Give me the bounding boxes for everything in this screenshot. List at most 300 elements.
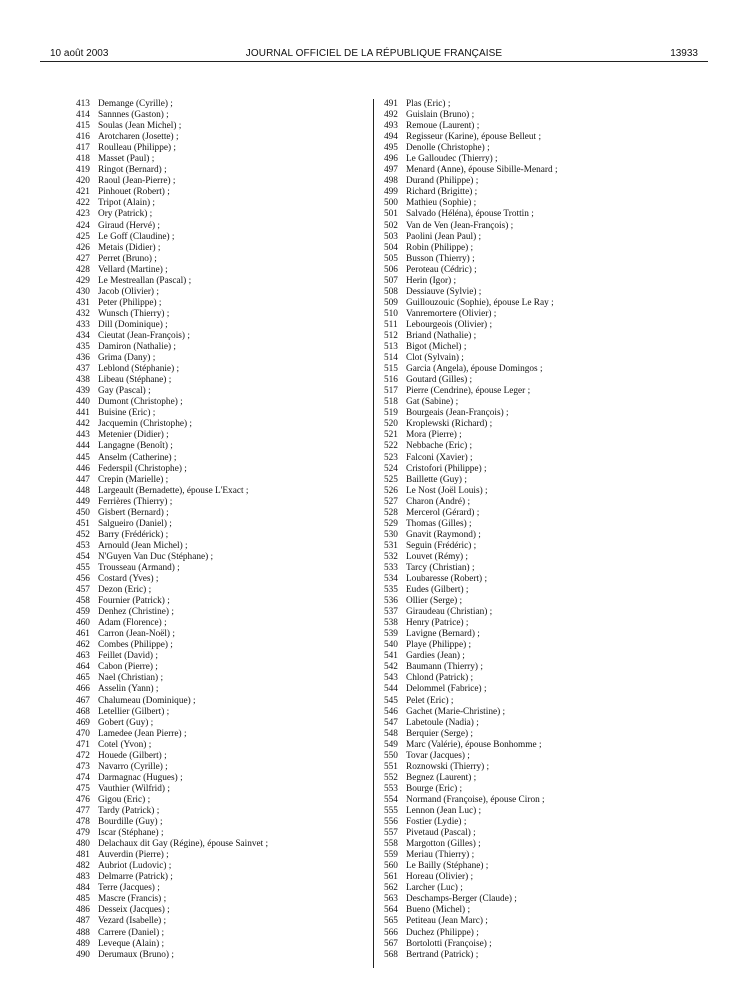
entry-name: Bourge (Eric) ; <box>406 783 463 794</box>
entry-number: 503 <box>384 231 398 242</box>
entry-number: 452 <box>76 529 90 540</box>
entry-name: Dessiauve (Sylvie) ; <box>406 286 482 297</box>
entry-name: Charon (André) ; <box>406 496 471 507</box>
entry-number: 456 <box>76 574 90 585</box>
list-item <box>384 353 704 364</box>
entry-number: 515 <box>384 364 398 375</box>
entry-number: 445 <box>76 452 90 463</box>
entry-name: Berquier (Serge) ; <box>406 728 473 739</box>
entry-number: 518 <box>384 397 398 408</box>
list-item <box>384 198 704 209</box>
entry-number: 509 <box>384 297 398 308</box>
list-item <box>384 221 704 232</box>
list-item <box>384 475 704 486</box>
entry-name: Gigou (Eric) ; <box>98 794 151 805</box>
list-item <box>76 298 396 309</box>
list-item <box>384 751 704 762</box>
entry-number: 524 <box>384 463 398 474</box>
entry-name: Roznowski (Thierry) ; <box>406 761 490 772</box>
list-item <box>76 596 396 607</box>
entry-number: 424 <box>76 220 90 231</box>
list-item <box>76 563 396 574</box>
entry-name: Cabon (Pierre) ; <box>98 662 158 673</box>
entry-name: Herin (Igor) ; <box>406 275 457 286</box>
entry-number: 463 <box>76 651 90 662</box>
entry-number: 563 <box>384 894 398 905</box>
list-item <box>384 541 704 552</box>
entry-number: 543 <box>384 673 398 684</box>
list-item <box>76 309 396 320</box>
entry-number: 450 <box>76 507 90 518</box>
entry-number: 468 <box>76 706 90 717</box>
list-item <box>384 574 704 585</box>
list-item <box>384 375 704 386</box>
entry-number: 546 <box>384 706 398 717</box>
entry-name: Regisseur (Karine), épouse Belleut ; <box>406 132 542 143</box>
list-item <box>76 364 396 375</box>
entry-number: 453 <box>76 540 90 551</box>
list-item <box>76 530 396 541</box>
entry-number: 494 <box>384 132 398 143</box>
entry-name: Duchez (Philippe) ; <box>406 927 479 938</box>
list-item <box>384 342 704 353</box>
entry-name: Raoul (Jean-Pierre) ; <box>98 176 176 187</box>
entry-name: Cieutat (Jean-François) ; <box>98 330 190 341</box>
list-item <box>76 839 396 850</box>
list-item <box>76 585 396 596</box>
entry-number: 498 <box>384 176 398 187</box>
entry-number: 550 <box>384 750 398 761</box>
list-item <box>384 99 704 110</box>
entry-number: 517 <box>384 386 398 397</box>
list-item <box>384 905 704 916</box>
entry-name: Libeau (Stéphane) ; <box>98 375 172 386</box>
entry-name: Adam (Florence) ; <box>98 618 167 629</box>
list-item <box>76 651 396 662</box>
entry-number: 460 <box>76 618 90 629</box>
list-item <box>384 552 704 563</box>
list-item <box>76 618 396 629</box>
list-item <box>76 353 396 364</box>
list-item <box>384 729 704 740</box>
list-item <box>384 165 704 176</box>
entry-name: Langagne (Benoît) ; <box>98 441 173 452</box>
entry-number: 549 <box>384 739 398 750</box>
entry-name: Feillet (David) ; <box>98 651 158 662</box>
list-item <box>384 397 704 408</box>
entry-name: Desseix (Jacques) ; <box>98 905 170 916</box>
entry-name: Clot (Sylvain) ; <box>406 353 464 364</box>
list-item <box>76 165 396 176</box>
list-item <box>76 276 396 287</box>
entry-name: Tardy (Patrick) ; <box>98 806 160 816</box>
entry-name: Plas (Eric) ; <box>406 99 451 109</box>
entry-name: Mathieu (Sophie) ; <box>406 198 477 209</box>
entry-name: Navarro (Cyrille) ; <box>98 761 168 772</box>
entry-name: Lebourgeois (Olivier) ; <box>406 319 493 330</box>
list-item <box>384 916 704 927</box>
entry-number: 527 <box>384 496 398 507</box>
entry-number: 425 <box>76 231 90 242</box>
entry-name: Paolini (Jean Paul) ; <box>406 231 482 242</box>
list-item <box>76 552 396 563</box>
entry-name: Mercerol (Gérard) ; <box>406 507 480 518</box>
list-item <box>76 441 396 452</box>
entry-name: Pinhouet (Robert) ; <box>98 187 170 198</box>
list-item <box>384 707 704 718</box>
list-item <box>76 143 396 154</box>
list-item <box>384 486 704 497</box>
list-item <box>76 464 396 475</box>
list-item <box>384 883 704 894</box>
entry-name: Mascre (Francis) ; <box>98 894 167 905</box>
list-item <box>384 872 704 883</box>
list-item <box>76 784 396 795</box>
entry-number: 557 <box>384 828 398 839</box>
entry-name: Masset (Paul) ; <box>98 154 155 165</box>
entry-number: 535 <box>384 585 398 596</box>
header-title: JOURNAL OFFICIEL DE LA RÉPUBLIQUE FRANÇAISE <box>245 48 503 59</box>
entry-name: Carrere (Daniel) ; <box>98 927 165 938</box>
entry-number: 462 <box>76 640 90 651</box>
entry-number: 552 <box>384 772 398 783</box>
entry-name: Dumont (Christophe) ; <box>98 397 183 408</box>
entry-number: 448 <box>76 485 90 496</box>
list-item <box>384 939 704 950</box>
entry-name: Baillette (Guy) ; <box>406 474 467 485</box>
entry-name: Goutard (Gilles) ; <box>406 375 473 386</box>
entry-number: 433 <box>76 319 90 330</box>
list-item <box>384 121 704 132</box>
entry-name: Bourdille (Guy) ; <box>98 817 163 828</box>
entry-name: Carron (Jean-Noël) ; <box>98 629 175 640</box>
entry-number: 553 <box>384 783 398 794</box>
list-item <box>384 718 704 729</box>
entry-number: 516 <box>384 375 398 386</box>
list-item <box>76 872 396 883</box>
list-item <box>76 861 396 872</box>
entry-number: 554 <box>384 794 398 805</box>
entry-name: Larcher (Luc) ; <box>406 883 463 894</box>
entry-name: Ringot (Bernard) ; <box>98 165 167 176</box>
list-item <box>384 408 704 419</box>
list-item <box>76 287 396 298</box>
entry-name: Garcia (Angela), épouse Domingos ; <box>406 364 543 375</box>
entry-name: Gisbert (Bernard) ; <box>98 507 169 518</box>
entry-number: 478 <box>76 817 90 828</box>
entry-name: Wunsch (Thierry) ; <box>98 308 170 319</box>
entry-name: Denolle (Christophe) ; <box>406 143 490 154</box>
list-item <box>76 629 396 640</box>
entry-name: Chlond (Patrick) ; <box>406 673 474 684</box>
entry-name: Chalumeau (Dominique) ; <box>98 695 196 706</box>
list-item <box>384 696 704 707</box>
entry-name: Nebbache (Eric) ; <box>406 441 473 452</box>
entry-number: 493 <box>384 121 398 132</box>
entry-number: 528 <box>384 507 398 518</box>
list-item <box>76 828 396 839</box>
list-item <box>384 740 704 751</box>
entry-name: Normand (Françoise), épouse Ciron ; <box>406 794 545 805</box>
entry-name: Gay (Pascal) ; <box>98 386 151 397</box>
entry-number: 434 <box>76 330 90 341</box>
entry-name: Petiteau (Jean Marc) ; <box>406 916 488 927</box>
entry-number: 485 <box>76 894 90 905</box>
list-item <box>384 497 704 508</box>
entry-number: 481 <box>76 850 90 861</box>
entry-name: Pierre (Cendrine), épouse Leger ; <box>406 386 531 397</box>
entry-number: 567 <box>384 938 398 949</box>
entry-number: 492 <box>384 110 398 121</box>
entry-name: Playe (Philippe) ; <box>406 640 472 651</box>
list-item <box>76 640 396 651</box>
entry-number: 442 <box>76 419 90 430</box>
list-item <box>76 99 396 110</box>
entry-name: Asselin (Yann) ; <box>98 684 159 695</box>
list-item <box>76 132 396 143</box>
list-item <box>76 331 396 342</box>
list-item <box>384 430 704 441</box>
entry-name: Cristofori (Philippe) ; <box>406 463 487 474</box>
entry-name: Dezon (Eric) ; <box>98 585 152 596</box>
right-column <box>384 99 704 961</box>
entry-number: 464 <box>76 662 90 673</box>
list-item <box>384 839 704 850</box>
list-item <box>76 894 396 905</box>
entry-number: 537 <box>384 607 398 618</box>
list-item <box>76 817 396 828</box>
entry-number: 519 <box>384 408 398 419</box>
entry-number: 483 <box>76 872 90 883</box>
header-date: 10 août 2003 <box>50 48 109 59</box>
list-item <box>76 607 396 618</box>
list-item <box>384 928 704 939</box>
list-item <box>76 806 396 817</box>
entry-number: 499 <box>384 187 398 198</box>
list-item <box>384 464 704 475</box>
entry-number: 530 <box>384 529 398 540</box>
entry-number: 426 <box>76 242 90 253</box>
entry-name: Thomas (Gilles) ; <box>406 518 472 529</box>
entry-name: Houede (Gilbert) ; <box>98 750 167 761</box>
entry-name: Ory (Patrick) ; <box>98 209 153 220</box>
entry-name: Federspil (Christophe) ; <box>98 463 187 474</box>
entry-name: Denhez (Christine) ; <box>98 607 174 618</box>
entry-name: Salgueiro (Daniel) ; <box>98 518 172 529</box>
list-item <box>384 453 704 464</box>
list-item <box>76 729 396 740</box>
entry-number: 525 <box>384 474 398 485</box>
entry-name: Crepin (Marielle) ; <box>98 474 169 485</box>
entry-number: 416 <box>76 132 90 143</box>
list-item <box>76 430 396 441</box>
entry-number: 547 <box>384 717 398 728</box>
list-item <box>384 618 704 629</box>
page-header <box>40 44 708 60</box>
entry-name: Vanremortere (Olivier) ; <box>406 308 497 319</box>
list-item <box>76 187 396 198</box>
entry-name: Darmagnac (Hugues) ; <box>98 772 183 783</box>
entry-number: 440 <box>76 397 90 408</box>
list-item <box>384 762 704 773</box>
entry-name: Delmarre (Patrick) ; <box>98 872 173 883</box>
entry-number: 532 <box>384 551 398 562</box>
entry-name: Lavigne (Bernard) ; <box>406 629 480 640</box>
entry-name: Bueno (Michel) ; <box>406 905 471 916</box>
entry-name: Begnez (Laurent) ; <box>406 772 477 783</box>
entry-number: 432 <box>76 308 90 319</box>
entry-number: 562 <box>384 883 398 894</box>
list-item <box>76 905 396 916</box>
entry-number: 475 <box>76 783 90 794</box>
entry-number: 538 <box>384 618 398 629</box>
entry-name: Le Nost (Joël Louis) ; <box>406 485 488 496</box>
entry-name: Nael (Christian) ; <box>98 673 164 684</box>
entry-name: Arotcharen (Josette) ; <box>98 132 179 143</box>
entry-number: 431 <box>76 297 90 308</box>
entry-number: 497 <box>384 165 398 176</box>
entry-name: Seguin (Frédéric) ; <box>406 540 477 551</box>
list-item <box>384 773 704 784</box>
entry-number: 458 <box>76 596 90 607</box>
list-item <box>384 861 704 872</box>
entry-name: Busson (Thierry) ; <box>406 253 475 264</box>
entry-number: 465 <box>76 673 90 684</box>
entry-number: 505 <box>384 253 398 264</box>
list-item <box>76 320 396 331</box>
list-item <box>76 419 396 430</box>
list-item <box>384 950 704 961</box>
entry-number: 436 <box>76 353 90 364</box>
entry-name: Giraudeau (Christian) ; <box>406 607 493 618</box>
entry-name: Deschamps-Berger (Claude) ; <box>406 894 517 905</box>
entry-number: 511 <box>384 319 398 330</box>
entry-name: Gardies (Jean) ; <box>406 651 465 662</box>
list-item <box>76 408 396 419</box>
entry-name: Bigot (Michel) ; <box>406 342 467 353</box>
entry-name: Demange (Cyrille) ; <box>98 99 173 109</box>
entry-name: Metais (Didier) ; <box>98 242 161 253</box>
entry-number: 454 <box>76 551 90 562</box>
list-item <box>384 154 704 165</box>
list-item <box>384 806 704 817</box>
entry-name: Iscar (Stéphane) ; <box>98 828 164 839</box>
entry-name: Ferrières (Thierry) ; <box>98 496 173 507</box>
entry-number: 526 <box>384 485 398 496</box>
entry-number: 482 <box>76 861 90 872</box>
entry-number: 428 <box>76 264 90 275</box>
list-item <box>384 265 704 276</box>
entry-name: Lennon (Jean Luc) ; <box>406 806 482 816</box>
list-item <box>384 209 704 220</box>
list-item <box>384 673 704 684</box>
list-item <box>76 110 396 121</box>
list-item <box>76 453 396 464</box>
list-item <box>76 254 396 265</box>
list-item <box>76 154 396 165</box>
entry-number: 542 <box>384 662 398 673</box>
entry-name: Costard (Yves) ; <box>98 574 159 585</box>
list-item <box>76 121 396 132</box>
header-rule <box>40 61 708 62</box>
entry-number: 568 <box>384 949 398 960</box>
entry-number: 561 <box>384 872 398 883</box>
entry-name: Guislain (Bruno) ; <box>406 110 475 121</box>
entry-number: 551 <box>384 761 398 772</box>
entry-number: 512 <box>384 330 398 341</box>
list-item <box>76 375 396 386</box>
list-item <box>384 386 704 397</box>
list-item <box>384 243 704 254</box>
entry-name: Mora (Pierre) ; <box>406 430 462 441</box>
entry-number: 473 <box>76 761 90 772</box>
entry-number: 459 <box>76 607 90 618</box>
entry-name: Robin (Philippe) ; <box>406 242 474 253</box>
entry-number: 540 <box>384 640 398 651</box>
list-item <box>384 232 704 243</box>
entry-number: 523 <box>384 452 398 463</box>
list-item <box>384 795 704 806</box>
list-item <box>384 585 704 596</box>
entry-name: Combes (Philippe) ; <box>98 640 173 651</box>
entry-number: 488 <box>76 927 90 938</box>
entry-number: 414 <box>76 110 90 121</box>
list-item <box>76 497 396 508</box>
list-item <box>384 176 704 187</box>
entry-name: Gachet (Marie-Christine) ; <box>406 706 506 717</box>
entry-number: 413 <box>76 99 90 109</box>
entry-name: Louvet (Rémy) ; <box>406 551 468 562</box>
entry-number: 415 <box>76 121 90 132</box>
list-item <box>384 519 704 530</box>
entry-name: Le Bailly (Stéphane) ; <box>406 861 489 872</box>
list-item <box>76 928 396 939</box>
list-item <box>76 740 396 751</box>
entry-number: 490 <box>76 949 90 960</box>
entry-name: Baumann (Thierry) ; <box>406 662 483 673</box>
entry-name: Bertrand (Patrick) ; <box>406 949 479 960</box>
entry-number: 457 <box>76 585 90 596</box>
list-item <box>384 441 704 452</box>
list-item <box>76 950 396 961</box>
entry-name: Loubaresse (Robert) ; <box>406 574 488 585</box>
entry-number: 439 <box>76 386 90 397</box>
entry-name: Van de Ven (Jean-François) ; <box>406 220 514 231</box>
entry-name: Le Galloudec (Thierry) ; <box>406 154 498 165</box>
entry-number: 534 <box>384 574 398 585</box>
entry-name: Remoue (Laurent) ; <box>406 121 480 132</box>
list-item <box>76 673 396 684</box>
entry-number: 470 <box>76 728 90 739</box>
entry-name: Jacob (Olivier) ; <box>98 286 159 297</box>
entry-name: Peroteau (Cédric) ; <box>406 264 477 275</box>
list-item <box>76 939 396 950</box>
entry-name: Largeault (Bernadette), épouse L'Exact ; <box>98 485 249 496</box>
entry-number: 443 <box>76 430 90 441</box>
entry-name: Cotel (Yvon) ; <box>98 739 152 750</box>
entry-name: Perret (Bruno) ; <box>98 253 157 264</box>
entry-number: 418 <box>76 154 90 165</box>
entry-number: 506 <box>384 264 398 275</box>
entry-name: Tovar (Jacques) ; <box>406 750 470 761</box>
entry-number: 461 <box>76 629 90 640</box>
entry-name: Salvado (Héléna), épouse Trottin ; <box>406 209 534 220</box>
entry-name: Meriau (Thierry) ; <box>406 850 475 861</box>
list-item <box>384 143 704 154</box>
entry-name: Soulas (Jean Michel) ; <box>98 121 182 132</box>
entry-number: 423 <box>76 209 90 220</box>
entry-number: 471 <box>76 739 90 750</box>
